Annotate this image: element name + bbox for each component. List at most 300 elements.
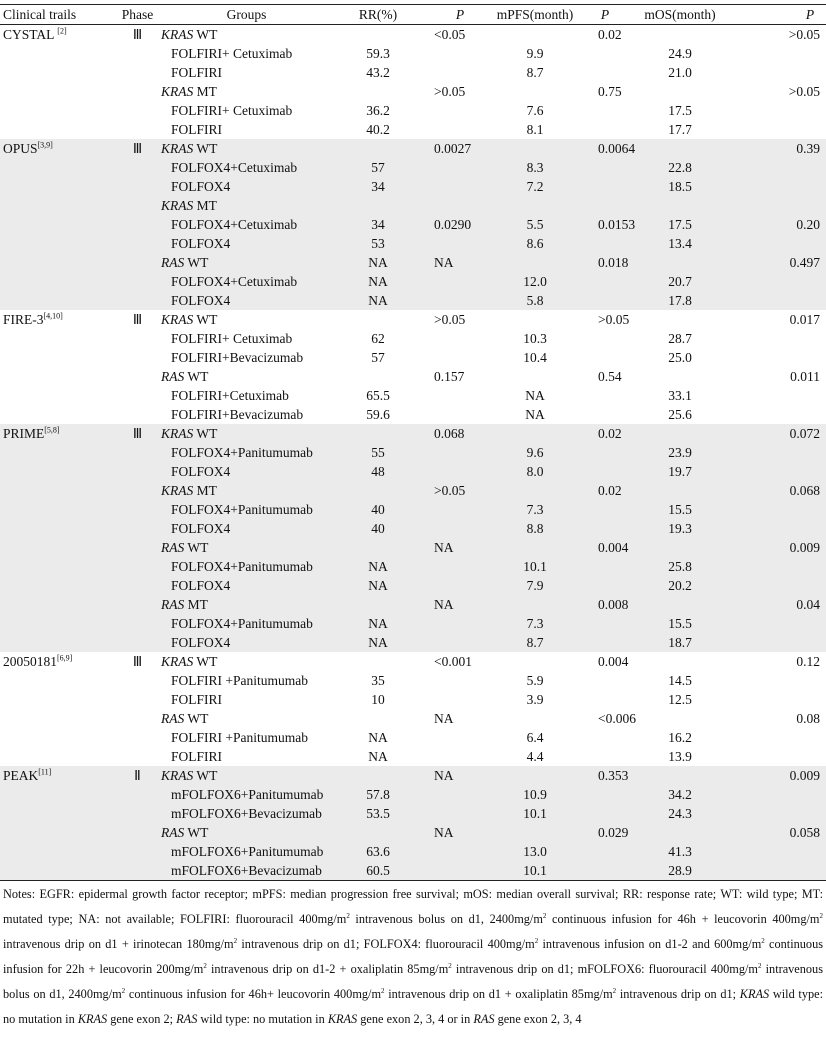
p-value-mos: 0.058 [789, 825, 820, 840]
note-text-segment: KRAS [77, 1012, 108, 1026]
p-value-rr: NA [434, 768, 454, 783]
table-row [0, 842, 826, 861]
p-value-mos: 0.072 [789, 426, 820, 441]
mos-value: 20.2 [668, 578, 692, 593]
rr-value: NA [368, 578, 388, 593]
treatment-arm: FOLFOX4 [171, 293, 231, 308]
note-text-segment: continuous infusion for 46h+ leucovorin 400mg/m [125, 987, 382, 1001]
treatment-arm: FOLFOX4+Cetuximab [171, 217, 298, 232]
table-row [0, 25, 826, 44]
trial-reference: [11] [38, 767, 52, 777]
treatment-arm: mFOLFOX6+Panitumumab [171, 787, 324, 802]
rr-value: 34 [371, 179, 385, 194]
rr-value: 40.2 [366, 122, 390, 137]
trial-phase: Ⅲ [132, 426, 143, 441]
mpfs-value: 9.6 [526, 445, 544, 460]
mpfs-value: 5.5 [526, 217, 544, 232]
header-p-mos: P [805, 7, 815, 22]
mos-value: 17.7 [668, 122, 692, 137]
subgroup-label [161, 766, 217, 785]
treatment-arm: FOLFOX4 [171, 521, 231, 536]
table-notes [3, 882, 823, 1032]
trial-label: CYSTAL [3, 27, 58, 42]
subgroup-label [161, 310, 217, 329]
trial-name [3, 310, 63, 329]
mos-value: 12.5 [668, 692, 692, 707]
p-value-mos: 0.04 [796, 597, 820, 612]
trial-label: FIRE-3 [3, 312, 44, 327]
rr-value: NA [368, 616, 388, 631]
p-value-mos: 0.009 [789, 540, 820, 555]
subgroup-label [161, 25, 217, 44]
mpfs-value: 6.4 [526, 730, 544, 745]
treatment-arm: FOLFOX4 [171, 236, 231, 251]
note-text-segment: 2 [819, 911, 823, 920]
table-row [0, 595, 826, 614]
mpfs-value: 7.3 [526, 502, 544, 517]
rr-value: 60.5 [366, 863, 390, 878]
trial-name [3, 766, 51, 785]
gene-name: KRAS [161, 312, 194, 327]
mos-value: 22.8 [668, 160, 692, 175]
mos-value: 15.5 [668, 616, 692, 631]
p-value-mpfs: 0.02 [598, 426, 622, 441]
mpfs-value: 8.6 [526, 236, 544, 251]
note-text-segment: wild type: no mutation in [3, 987, 823, 1026]
mos-value: 41.3 [668, 844, 692, 859]
mpfs-value: 8.8 [526, 521, 544, 536]
mpfs-value: 8.7 [526, 635, 544, 650]
note-text-segment: continuous infusion for 22h + leucovorin 200mg/m [3, 937, 823, 976]
mutation-status: WT [193, 141, 218, 156]
trial-label: PRIME [3, 426, 45, 441]
mos-value: 14.5 [668, 673, 692, 688]
mos-value: 17.5 [668, 103, 692, 118]
table-row [0, 652, 826, 671]
mutation-status: WT [193, 27, 218, 42]
table-row [0, 766, 826, 785]
header-p-rr: P [455, 7, 465, 22]
p-value-rr: NA [434, 825, 454, 840]
rr-value: 57 [371, 350, 385, 365]
note-text-segment: 2 [346, 911, 350, 920]
mpfs-value: 13.0 [523, 844, 547, 859]
p-value-mpfs: <0.006 [598, 711, 636, 726]
table-row [0, 101, 826, 120]
rr-value: 10 [371, 692, 385, 707]
gene-name: RAS [161, 597, 185, 612]
note-text-segment: 2 [612, 986, 617, 995]
gene-name: RAS [161, 825, 185, 840]
gene-name: KRAS [161, 768, 194, 783]
table-row [0, 291, 826, 310]
table-row [0, 633, 826, 652]
gene-name: KRAS [161, 84, 194, 99]
trial-phase: Ⅱ [134, 768, 141, 783]
mutation-status: MT [193, 483, 217, 498]
rr-value: 63.6 [366, 844, 390, 859]
table-row [0, 272, 826, 291]
note-text-segment: intravenous bolus on d1, 2400mg/m [349, 912, 543, 926]
mos-value: 13.9 [668, 749, 692, 764]
mpfs-value: 10.1 [523, 806, 547, 821]
p-value-mpfs: 0.0064 [598, 141, 636, 156]
note-text-segment: 2 [203, 961, 207, 970]
mpfs-value: NA [525, 388, 545, 403]
p-value-mpfs: 0.008 [598, 597, 629, 612]
p-value-mos: 0.017 [789, 312, 820, 327]
note-text-segment: intravenous drip on d1 + oxaliplatin 85mg/m [384, 987, 613, 1001]
subgroup-label [161, 139, 217, 158]
note-text-segment: intravenous drip on d1; [616, 987, 740, 1001]
mos-value: 13.4 [668, 236, 692, 251]
mutation-status: WT [184, 255, 209, 270]
trial-phase: Ⅲ [132, 654, 143, 669]
trial-reference: [4,10] [43, 311, 63, 321]
rr-value: 57.8 [366, 787, 390, 802]
mpfs-value: 10.3 [523, 331, 547, 346]
trial-name [3, 139, 53, 158]
table-row [0, 386, 826, 405]
mpfs-value: 10.4 [523, 350, 547, 365]
rr-value: NA [368, 559, 388, 574]
trial-reference: [3,9] [37, 140, 53, 150]
p-value-mpfs: 0.018 [598, 255, 629, 270]
note-text-segment: intravenous drip on d1 + irinotecan 180mg/m [3, 937, 234, 951]
p-value-rr: <0.05 [434, 27, 466, 42]
note-text-segment: intravenous drip on d1; FOLFOX4: fluorouracil 400mg/m [237, 937, 535, 951]
p-value-mos: >0.05 [788, 27, 820, 42]
trial-label: OPUS [3, 141, 38, 156]
mpfs-value: 9.9 [526, 46, 544, 61]
mos-value: 33.1 [668, 388, 692, 403]
p-value-mpfs: 0.0153 [598, 217, 636, 232]
table-row [0, 196, 826, 215]
note-text-segment: 2 [761, 936, 765, 945]
note-text-segment: intravenous drip on d1; mFOLFOX6: fluorouracil 400mg/m [451, 962, 758, 976]
mos-value: 15.5 [668, 502, 692, 517]
subgroup-label [161, 595, 208, 614]
p-value-mos: 0.12 [796, 654, 820, 669]
mos-value: 34.2 [668, 787, 692, 802]
table-row [0, 823, 826, 842]
rr-value: 55 [371, 445, 385, 460]
table-body [0, 25, 826, 880]
p-value-rr: 0.157 [434, 369, 465, 384]
treatment-arm: FOLFOX4+Panitumumab [171, 616, 313, 631]
rr-value: NA [368, 635, 388, 650]
table-row [0, 481, 826, 500]
trial-name [3, 424, 60, 443]
gene-name: KRAS [161, 141, 194, 156]
mpfs-value: 8.7 [526, 65, 544, 80]
table-row [0, 158, 826, 177]
trial-reference: [5,8] [44, 425, 60, 435]
p-value-mpfs: 0.02 [598, 27, 622, 42]
table-row [0, 329, 826, 348]
treatment-arm: FOLFOX4+Panitumumab [171, 502, 313, 517]
treatment-arm: FOLFOX4+Panitumumab [171, 445, 313, 460]
treatment-arm: FOLFIRI+ Cetuximab [171, 46, 293, 61]
note-text-segment: 2 [758, 961, 762, 970]
treatment-arm: FOLFIRI+ Cetuximab [171, 103, 293, 118]
mpfs-value: 8.0 [526, 464, 544, 479]
p-value-mos: 0.39 [796, 141, 820, 156]
rr-value: NA [368, 274, 388, 289]
subgroup-label [161, 367, 208, 386]
trial-name [3, 25, 67, 44]
table-row [0, 177, 826, 196]
mos-value: 25.8 [668, 559, 692, 574]
table-row [0, 747, 826, 766]
p-value-mpfs: 0.75 [598, 84, 622, 99]
table-row [0, 82, 826, 101]
rr-value: NA [368, 749, 388, 764]
mos-value: 25.0 [668, 350, 692, 365]
treatment-arm: FOLFOX4+Cetuximab [171, 274, 298, 289]
rr-value: 36.2 [366, 103, 390, 118]
mpfs-value: 7.6 [526, 103, 544, 118]
mos-value: 24.3 [668, 806, 692, 821]
rr-value: 40 [371, 502, 385, 517]
table-bottom-rule [0, 880, 826, 881]
table-row [0, 215, 826, 234]
note-text-segment: KRAS [739, 987, 770, 1001]
table-row [0, 44, 826, 63]
treatment-arm: mFOLFOX6+Panitumumab [171, 844, 324, 859]
p-value-rr: 0.0027 [434, 141, 472, 156]
note-text-segment: 2 [121, 986, 126, 995]
treatment-arm: mFOLFOX6+Bevacizumab [171, 806, 322, 821]
note-text-segment: 2 [381, 986, 385, 995]
mos-value: 28.7 [668, 331, 692, 346]
mutation-status: WT [184, 825, 209, 840]
table-row [0, 367, 826, 386]
rr-value: 40 [371, 521, 385, 536]
table-row [0, 861, 826, 880]
p-value-mos: 0.011 [790, 369, 820, 384]
table-row [0, 728, 826, 747]
mpfs-value: 8.1 [526, 122, 544, 137]
treatment-arm: FOLFIRI +Panitumumab [171, 730, 308, 745]
table-row [0, 462, 826, 481]
note-text-segment: intravenous drip on d1-2 + oxaliplatin 85mg/m [206, 962, 449, 976]
gene-name: KRAS [161, 426, 194, 441]
note-text-segment: wild type: no mutation in [197, 1012, 328, 1026]
note-text-segment: RAS [176, 1012, 198, 1026]
mutation-status: WT [184, 711, 209, 726]
mutation-status: WT [193, 426, 218, 441]
gene-name: RAS [161, 711, 185, 726]
note-text-segment: intravenous infusion on d1-2 and 600mg/m [538, 937, 762, 951]
table-row [0, 538, 826, 557]
p-value-rr: <0.001 [434, 654, 472, 669]
header-p-mpfs: P [600, 7, 610, 22]
rr-value: 53.5 [366, 806, 390, 821]
table-row [0, 614, 826, 633]
treatment-arm: FOLFIRI+Bevacizumab [171, 407, 304, 422]
subgroup-label [161, 823, 208, 842]
p-value-mpfs: 0.004 [598, 654, 629, 669]
mpfs-value: 12.0 [523, 274, 547, 289]
table-header [0, 5, 826, 25]
trial-label: PEAK [3, 768, 39, 783]
subgroup-label [161, 652, 217, 671]
mos-value: 23.9 [668, 445, 692, 460]
mos-value: 19.7 [668, 464, 692, 479]
mos-value: 24.9 [668, 46, 692, 61]
treatment-arm: FOLFOX4 [171, 179, 231, 194]
trial-reference: [2] [57, 26, 67, 36]
table-row [0, 519, 826, 538]
treatment-arm: FOLFIRI+Bevacizumab [171, 350, 304, 365]
treatment-arm: FOLFIRI+Cetuximab [171, 388, 289, 403]
table-row [0, 120, 826, 139]
rr-value: 53 [371, 236, 385, 251]
trial-phase: Ⅲ [132, 27, 143, 42]
table-row [0, 139, 826, 158]
rr-value: 59.3 [366, 46, 390, 61]
mutation-status: WT [193, 654, 218, 669]
table-row [0, 671, 826, 690]
header-rr: RR(%) [358, 7, 398, 22]
note-text-segment: 2 [448, 961, 452, 970]
p-value-mpfs: >0.05 [598, 312, 630, 327]
table-row [0, 310, 826, 329]
trial-phase: Ⅲ [132, 312, 143, 327]
note-text-segment: intravenous bolus on d1, 2400mg/m [3, 962, 823, 1001]
table-row [0, 424, 826, 443]
rr-value: NA [368, 730, 388, 745]
p-value-rr: NA [434, 597, 454, 612]
rr-value: 34 [371, 217, 385, 232]
table-row [0, 63, 826, 82]
table-row [0, 576, 826, 595]
mpfs-value: 10.1 [523, 863, 547, 878]
treatment-arm: mFOLFOX6+Bevacizumab [171, 863, 322, 878]
trial-name [3, 652, 72, 671]
note-text-segment: gene exon 2, 3, 4 or in [357, 1012, 474, 1026]
header-phase: Phase [121, 7, 154, 22]
table-row [0, 234, 826, 253]
subgroup-label [161, 253, 208, 272]
mos-value: 17.8 [668, 293, 692, 308]
subgroup-label [161, 709, 208, 728]
treatment-arm: FOLFIRI [171, 65, 223, 80]
mpfs-value: 10.1 [523, 559, 547, 574]
mos-value: 18.7 [668, 635, 692, 650]
p-value-rr: NA [434, 540, 454, 555]
p-value-mos: 0.009 [789, 768, 820, 783]
mpfs-value: 5.9 [526, 673, 544, 688]
mpfs-value: 3.9 [526, 692, 544, 707]
rr-value: NA [368, 255, 388, 270]
treatment-arm: FOLFIRI [171, 692, 223, 707]
treatment-arm: FOLFIRI +Panitumumab [171, 673, 308, 688]
table-row [0, 405, 826, 424]
table-row [0, 785, 826, 804]
mutation-status: MT [193, 84, 217, 99]
header-clinical-trials: Clinical trails [3, 7, 77, 22]
mutation-status: WT [193, 768, 218, 783]
mutation-status: WT [184, 369, 209, 384]
note-text-segment: 2 [534, 936, 539, 945]
treatment-arm: FOLFOX4 [171, 578, 231, 593]
p-value-mos: 0.068 [789, 483, 820, 498]
gene-name: RAS [161, 369, 185, 384]
subgroup-label [161, 196, 217, 215]
gene-name: RAS [161, 255, 185, 270]
subgroup-label [161, 424, 217, 443]
p-value-mos: 0.08 [796, 711, 820, 726]
mos-value: 28.9 [668, 863, 692, 878]
p-value-rr: 0.0290 [434, 217, 472, 232]
treatment-arm: FOLFOX4 [171, 635, 231, 650]
header-mpfs: mPFS(month) [496, 7, 574, 22]
mutation-status: MT [193, 198, 217, 213]
treatment-arm: FOLFIRI [171, 122, 223, 137]
note-text-segment: KRAS [327, 1012, 358, 1026]
table-row [0, 500, 826, 519]
rr-value: 65.5 [366, 388, 390, 403]
table-row [0, 804, 826, 823]
table-row [0, 253, 826, 272]
subgroup-label [161, 538, 208, 557]
p-value-mos: 0.20 [796, 217, 820, 232]
gene-name: KRAS [161, 27, 194, 42]
p-value-mos: 0.497 [789, 255, 820, 270]
p-value-rr: >0.05 [434, 312, 466, 327]
table-row [0, 709, 826, 728]
trial-reference: [6,9] [57, 653, 73, 663]
p-value-rr: >0.05 [434, 483, 466, 498]
treatment-arm: FOLFOX4+Panitumumab [171, 559, 313, 574]
rr-value: 43.2 [366, 65, 390, 80]
trial-label: 20050181 [3, 654, 57, 669]
note-text-segment: 2 [542, 911, 547, 920]
p-value-mos: >0.05 [788, 84, 820, 99]
gene-name: KRAS [161, 483, 194, 498]
mutation-status: WT [193, 312, 218, 327]
mos-value: 20.7 [668, 274, 692, 289]
rr-value: 59.6 [366, 407, 390, 422]
treatment-arm: FOLFOX4+Cetuximab [171, 160, 298, 175]
mos-value: 17.5 [668, 217, 692, 232]
mpfs-value: 7.9 [526, 578, 544, 593]
subgroup-label [161, 82, 217, 101]
mutation-status: WT [184, 540, 209, 555]
subgroup-label [161, 481, 217, 500]
note-text-segment: Notes: EGFR: epidermal growth factor receptor; mPFS: median progression free survival; mOS: median overall survival; RR: response rate; WT: wild type; MT: mutated type; NA: not available; FOLFIRI: fluorouracil 400mg/m [3, 887, 823, 926]
mpfs-value: 4.4 [526, 749, 544, 764]
table-row [0, 348, 826, 367]
rr-value: 57 [371, 160, 385, 175]
p-value-rr: 0.068 [434, 426, 465, 441]
mpfs-value: 8.3 [526, 160, 544, 175]
mpfs-value: 5.8 [526, 293, 544, 308]
mpfs-value: 7.2 [526, 179, 544, 194]
treatment-arm: FOLFOX4 [171, 464, 231, 479]
rr-value: NA [368, 293, 388, 308]
rr-value: 62 [371, 331, 385, 346]
mpfs-value: 10.9 [523, 787, 547, 802]
treatment-arm: FOLFIRI [171, 749, 223, 764]
gene-name: RAS [161, 540, 185, 555]
note-text-segment: gene exon 2, 3, 4 [494, 1012, 582, 1026]
results-table [0, 4, 826, 881]
mos-value: 25.6 [668, 407, 692, 422]
gene-name: KRAS [161, 198, 194, 213]
